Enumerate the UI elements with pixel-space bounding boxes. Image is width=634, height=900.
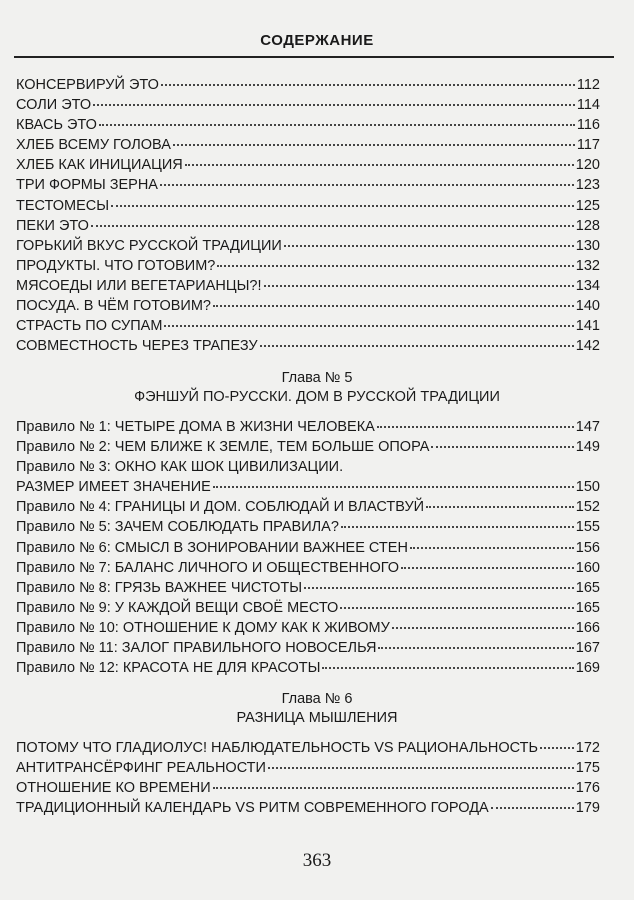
toc-section-1 (16, 75, 600, 356)
toc-entry-page: 116 (576, 117, 600, 134)
toc-leader-dots (410, 546, 574, 549)
toc-entry (16, 758, 600, 778)
toc-entry-page: 150 (575, 479, 600, 496)
toc-entry (16, 95, 600, 115)
toc-entry-page: 167 (575, 640, 600, 657)
toc-entry-page: 149 (575, 439, 600, 456)
toc-leader-dots (377, 425, 574, 428)
header-rule (14, 56, 614, 58)
toc-leader-dots (260, 344, 574, 347)
toc-entry-title: РАЗМЕР ИМЕЕТ ЗНАЧЕНИЕ (16, 479, 211, 496)
toc-entry-page: 147 (575, 419, 600, 435)
toc-leader-dots (401, 566, 574, 569)
toc-entry (16, 578, 600, 598)
toc-leader-dots (540, 746, 574, 749)
toc-entry-title: СОВМЕСТНОСТЬ ЧЕРЕЗ ТРАПЕЗУ (16, 338, 258, 355)
toc-entry-title: ПРОДУКТЫ. ЧТО ГОТОВИМ? (16, 257, 216, 274)
chapter-6-title: РАЗНИЦА МЫШЛЕНИЯ (236, 710, 398, 726)
toc-entry-page: 152 (575, 499, 600, 516)
toc-entry-page: 169 (575, 660, 600, 677)
toc-entry-title: Правило № 6: СМЫСЛ В ЗОНИРОВАНИИ ВАЖНЕЕ СТЕН (16, 539, 408, 556)
toc-entry-title: Правило № 12: КРАСОТА НЕ ДЛЯ КРАСОТЫ (16, 660, 321, 677)
toc-entry-page: 117 (576, 137, 600, 154)
toc-entry-page: 140 (575, 298, 600, 315)
toc-leader-dots (378, 646, 573, 649)
toc-entry-title: Правило № 9: У КАЖДОЙ ВЕЩИ СВОЁ МЕСТО (16, 599, 339, 616)
toc-leader-dots (304, 586, 574, 589)
toc-leader-dots (264, 284, 574, 287)
toc-entry (16, 778, 600, 798)
toc-entry-page: 134 (575, 277, 600, 294)
toc-entry-title: ТРИ ФОРМЫ ЗЕРНА (16, 177, 158, 194)
toc-entry (16, 296, 600, 316)
toc-leader-dots (91, 224, 574, 227)
toc-entry-page: 155 (575, 519, 600, 536)
chapter-5-label: Глава № 5 (281, 370, 353, 386)
chapter-5-title: ФЭНШУЙ ПО-РУССКИ. ДОМ В РУССКОЙ ТРАДИЦИИ (134, 389, 500, 405)
toc-entry-title: КОНСЕРВИРУЙ ЭТО (16, 77, 159, 93)
toc-entry-title: ТРАДИЦИОННЫЙ КАЛЕНДАРЬ VS РИТМ СОВРЕМЕННОГО ГОРОДА (16, 800, 489, 817)
toc-entry-title: Правило № 4: ГРАНИЦЫ И ДОМ. СОБЛЮДАЙ И ВЛАСТВУЙ (16, 499, 425, 516)
page-number: 363 (302, 850, 332, 871)
toc-leader-dots (213, 786, 574, 789)
toc-entry (16, 336, 600, 356)
toc-entry-title: Правило № 5: ЗАЧЕМ СОБЛЮДАТЬ ПРАВИЛА? (16, 519, 339, 536)
toc-entry-page: 172 (575, 740, 600, 756)
toc-entry-title: Правило № 1: ЧЕТЫРЕ ДОМА В ЖИЗНИ ЧЕЛОВЕКА (16, 419, 375, 435)
toc-entry-page: 114 (576, 97, 600, 114)
toc-entry-title: ПОТОМУ ЧТО ГЛАДИОЛУС! НАБЛЮДАТЕЛЬНОСТЬ VS РАЦИОНАЛЬНОСТЬ (16, 740, 539, 756)
toc-entry (16, 236, 600, 256)
toc-entry-page: 179 (575, 800, 600, 817)
toc-leader-dots (340, 606, 573, 609)
toc-entry (16, 517, 600, 537)
toc-leader-dots (217, 264, 573, 267)
toc-leader-dots (322, 666, 573, 669)
toc-entry (16, 256, 600, 276)
toc-entry (16, 558, 600, 578)
toc-entry (16, 276, 600, 296)
toc-leader-dots (99, 123, 575, 126)
toc-entry-title: ХЛЕБ ВСЕМУ ГОЛОВА (16, 137, 171, 154)
toc-leader-dots (213, 304, 574, 307)
toc-leader-dots (426, 505, 574, 508)
toc-entry-title: Правило № 8: ГРЯЗЬ ВАЖНЕЕ ЧИСТОТЫ (16, 579, 303, 596)
toc-leader-dots (491, 806, 574, 809)
toc-entry-title: Правило № 7: БАЛАНС ЛИЧНОГО И ОБЩЕСТВЕННОГО (16, 559, 400, 576)
toc-entry-title: Правило № 2: ЧЕМ БЛИЖЕ К ЗЕМЛЕ, ТЕМ БОЛЬШЕ ОПОРА (16, 439, 430, 456)
toc-leader-dots (173, 143, 575, 146)
toc-entry-page: 125 (575, 197, 600, 214)
toc-entry (16, 135, 600, 155)
toc-entry (16, 316, 600, 336)
toc-entry-title: АНТИТРАНСЁРФИНГ РЕАЛЬНОСТИ (16, 760, 266, 777)
toc-entry-title: МЯСОЕДЫ ИЛИ ВЕГЕТАРИАНЦЫ?! (16, 277, 262, 294)
toc-leader-dots (284, 244, 574, 247)
toc-entry-page: 165 (575, 579, 600, 596)
toc-entry-page: 156 (575, 539, 600, 556)
toc-entry (16, 658, 600, 678)
toc-entry (16, 638, 600, 658)
toc-entry-page: 160 (575, 559, 600, 576)
toc-entry-title: Правило № 3: ОКНО КАК ШОК ЦИВИЛИЗАЦИИ. (16, 459, 344, 476)
toc-entry (16, 75, 600, 95)
toc-entry (16, 417, 600, 437)
toc-entry-page: 142 (575, 338, 600, 355)
toc-entry-page: 132 (575, 257, 600, 274)
toc-leader-dots (93, 103, 575, 106)
toc-entry (16, 618, 600, 638)
toc-entry-page: 123 (575, 177, 600, 194)
toc-leader-dots (111, 204, 574, 207)
toc-entry (16, 216, 600, 236)
toc-entry (16, 457, 600, 477)
toc-entry-title: ОТНОШЕНИЕ КО ВРЕМЕНИ (16, 780, 211, 797)
toc-entry-title: СОЛИ ЭТО (16, 97, 92, 114)
toc-entry (16, 538, 600, 558)
toc-entry-title: ГОРЬКИЙ ВКУС РУССКОЙ ТРАДИЦИИ (16, 237, 282, 254)
toc-entry (16, 196, 600, 216)
toc-entry (16, 798, 600, 818)
toc-entry (16, 155, 600, 175)
toc-section-3 (16, 738, 600, 818)
toc-entry (16, 437, 600, 457)
toc-entry (16, 175, 600, 195)
toc-leader-dots (160, 183, 574, 186)
toc-entry (16, 738, 600, 758)
toc-leader-dots (392, 626, 574, 629)
toc-entry (16, 598, 600, 618)
toc-entry (16, 497, 600, 517)
toc-entry-page: 128 (575, 217, 600, 234)
toc-leader-dots (161, 83, 575, 86)
toc-leader-dots (341, 525, 574, 528)
toc-entry-page: 120 (575, 157, 600, 174)
toc-leader-dots (213, 485, 574, 488)
toc-entry (16, 477, 600, 497)
toc-leader-dots (185, 163, 574, 166)
toc-entry-title: ТЕСТОМЕСЫ (16, 197, 110, 214)
toc-entry-title: Правило № 11: ЗАЛОГ ПРАВИЛЬНОГО НОВОСЕЛЬЯ (16, 640, 377, 657)
toc-entry-page: 175 (575, 760, 600, 777)
toc-entry-title: Правило № 10: ОТНОШЕНИЕ К ДОМУ КАК К ЖИВОМУ (16, 619, 390, 636)
toc-entry-title: СТРАСТЬ ПО СУПАМ (16, 318, 163, 335)
toc-section-2 (16, 417, 600, 678)
toc-entry-page: 166 (575, 619, 600, 636)
toc-entry-title: ХЛЕБ КАК ИНИЦИАЦИЯ (16, 157, 183, 174)
toc-leader-dots (268, 766, 574, 769)
toc-entry-title: КВАСЬ ЭТО (16, 117, 97, 134)
toc-entry-page: 130 (575, 237, 600, 254)
toc-entry-page: 165 (575, 599, 600, 616)
toc-entry-title: ПОСУДА. В ЧЁМ ГОТОВИМ? (16, 298, 211, 315)
toc-leader-dots (164, 324, 573, 327)
toc-entry-title: ПЕКИ ЭТО (16, 217, 89, 234)
toc-entry (16, 115, 600, 135)
toc-entry-page: 141 (575, 318, 600, 335)
page-header: СОДЕРЖАНИЕ (260, 32, 374, 49)
chapter-6-label: Глава № 6 (281, 691, 353, 707)
toc-entry-page: 112 (576, 77, 600, 93)
toc-leader-dots (431, 445, 573, 448)
toc-entry-page: 176 (575, 780, 600, 797)
